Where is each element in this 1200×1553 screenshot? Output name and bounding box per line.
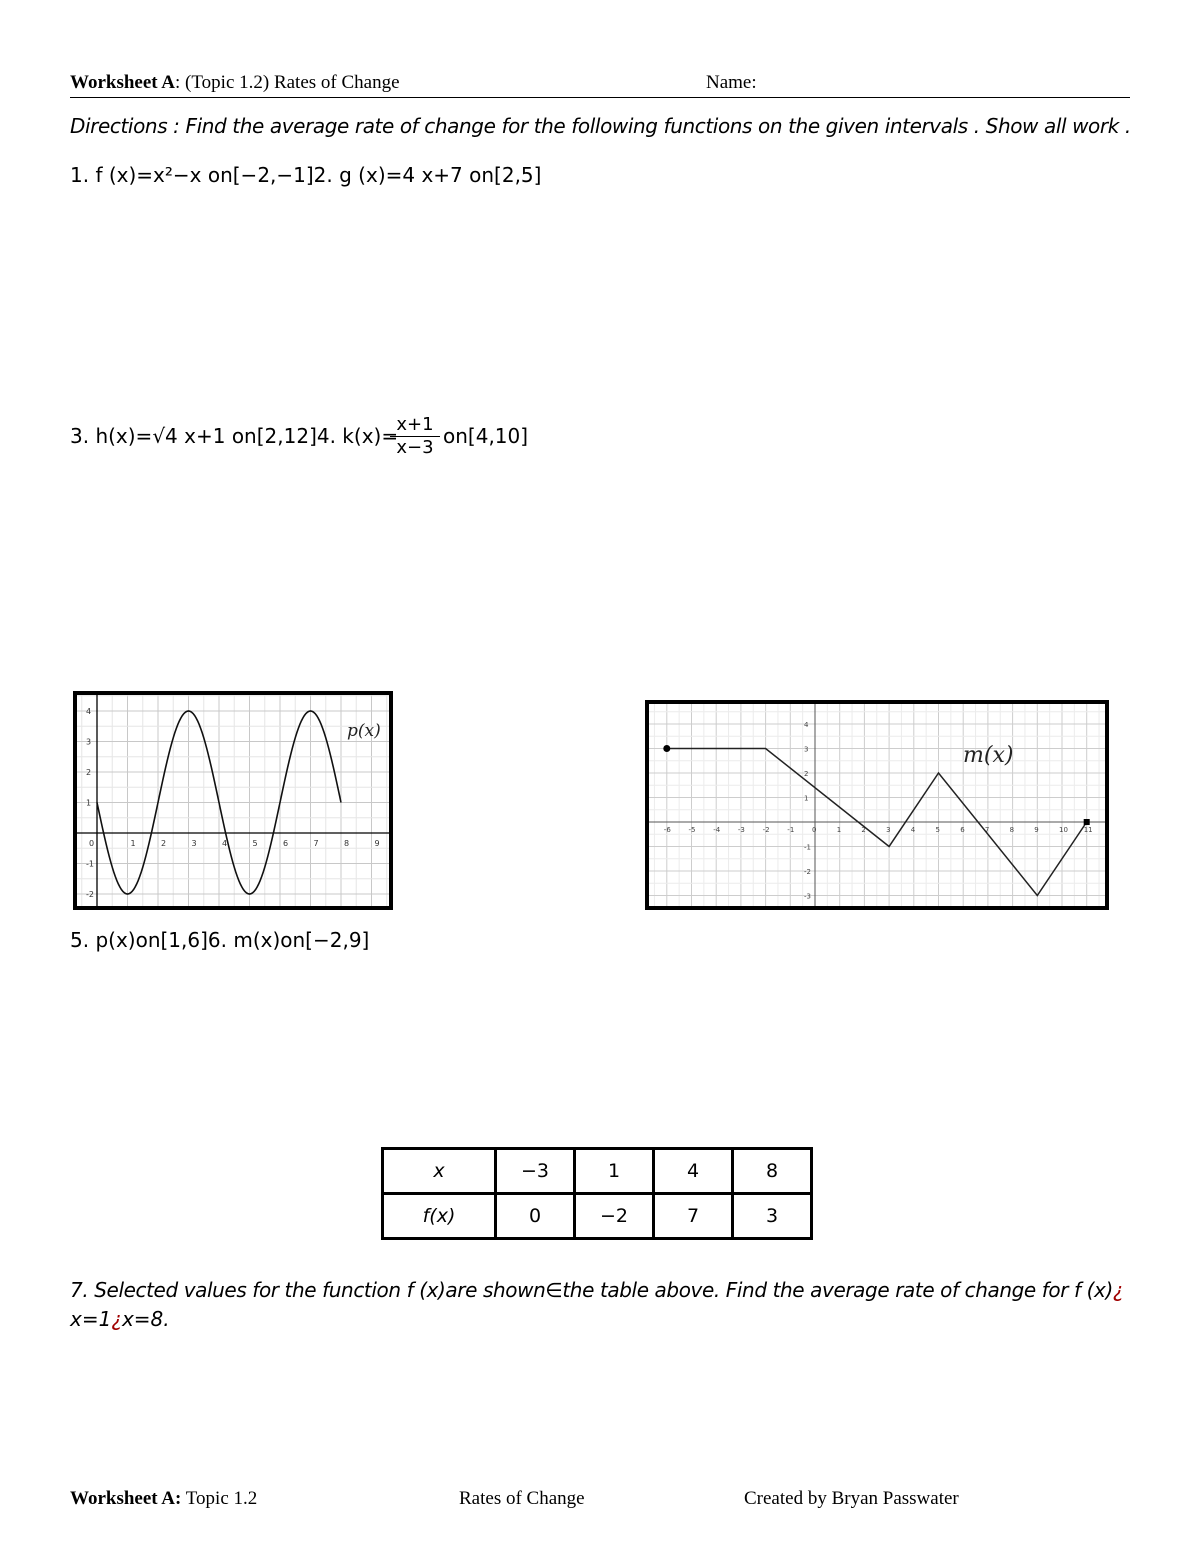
footer-right: Created by Bryan Passwater [744, 1488, 959, 1509]
problem-7-text: 7. Selected values for the function f (x)are shown∈the table above. Find the average rate of change for f (x) [70, 1278, 1113, 1302]
table-cell: 0 [496, 1194, 575, 1239]
footer-bold: Worksheet A: [70, 1488, 182, 1509]
x-tick-label: 5 [935, 826, 940, 834]
problem-5-6: 5. p(x)on[1,6]6. m(x)on[−2,9] [70, 928, 370, 952]
x-tick-label: 0 [89, 839, 95, 848]
x-tick-label: 8 [344, 839, 350, 848]
x-tick-label: -2 [762, 826, 770, 834]
problem-7-x2: x=8. [121, 1307, 170, 1331]
x-tick-label: 0 [812, 826, 817, 834]
table-cell: 3 [733, 1194, 812, 1239]
problem-3-text: 3. h(x)=√4 x+1 on[2,12]4. k(x)= [70, 424, 399, 448]
footer-topic: Topic 1.2 [181, 1488, 258, 1509]
problem-7-x1: x=1 [70, 1307, 112, 1331]
endpoint-left [663, 745, 670, 752]
table-cell: x [383, 1149, 496, 1194]
x-tick-label: 11 [1083, 826, 1093, 834]
graph-m-box [645, 700, 1109, 910]
table-cell: 8 [733, 1149, 812, 1194]
header-rule [70, 97, 1130, 98]
footer-left [70, 1488, 257, 1510]
y-tick-label: 4 [804, 721, 809, 729]
x-tick-label: 1 [130, 839, 136, 848]
y-tick-label: 3 [804, 745, 809, 754]
worksheet-title-bold: Worksheet A [70, 72, 176, 93]
graph-m-svg [649, 704, 1105, 906]
x-tick-label: -6 [663, 826, 671, 834]
problem-7-line-2 [70, 1307, 170, 1331]
y-tick-label: 1 [804, 794, 809, 803]
x-tick-label: 3 [886, 826, 891, 834]
table-cell: 7 [654, 1194, 733, 1239]
x-tick-label: -4 [713, 826, 721, 834]
x-tick-label: 9 [1034, 826, 1039, 834]
unknown-glyph: ¿ [1112, 1278, 1124, 1302]
x-tick-label: -5 [688, 826, 696, 834]
x-tick-label: 4 [222, 839, 228, 848]
y-tick-label: 2 [804, 770, 809, 778]
table-cell: −2 [575, 1194, 654, 1239]
values-table [381, 1147, 813, 1240]
problem-4-fraction [390, 414, 440, 459]
problem-7-line-1 [70, 1278, 1123, 1302]
x-tick-label: 5 [252, 839, 258, 848]
fraction-denominator: x−3 [396, 437, 434, 458]
graph-m-label: m(x) [963, 743, 1014, 768]
x-tick-label: 10 [1059, 826, 1068, 834]
x-tick-label: 2 [161, 839, 167, 848]
problem-4-interval: on[4,10] [443, 424, 529, 448]
y-tick-label: 3 [86, 737, 92, 747]
fraction-numerator: x+1 [390, 414, 440, 437]
x-tick-label: 7 [984, 826, 990, 834]
graph-p-label: p(x) [347, 721, 381, 741]
name-label: Name: [706, 72, 757, 93]
x-tick-label: 7 [313, 839, 319, 848]
graph-p-svg [77, 695, 389, 906]
worksheet-title [70, 72, 400, 94]
directions-text: Directions : Find the average rate of change for the following functions on the given intervals . Show all work . [70, 114, 1131, 138]
endpoint-right [1084, 819, 1090, 825]
table-cell: 1 [575, 1149, 654, 1194]
x-tick-label: 9 [374, 839, 380, 848]
y-tick-label: 1 [86, 798, 92, 808]
y-tick-label: -3 [804, 892, 811, 901]
x-tick-label: 6 [960, 826, 965, 834]
graph-p-box [73, 691, 393, 910]
table-cell: 4 [654, 1149, 733, 1194]
y-tick-label: -2 [804, 868, 811, 876]
problem-1-2: 1. f (x)=x²−x on[−2,−1]2. g (x)=4 x+7 on[2,5] [70, 163, 542, 187]
table-cell: −3 [496, 1149, 575, 1194]
x-tick-label: 1 [836, 826, 842, 834]
x-tick-label: 3 [191, 839, 197, 848]
footer-middle: Rates of Change [459, 1488, 585, 1509]
x-tick-label: 2 [861, 826, 866, 834]
worksheet-title-topic: : (Topic 1.2) Rates of Change [175, 72, 400, 93]
y-tick-label: 4 [86, 707, 92, 716]
x-tick-label: -3 [737, 826, 745, 834]
y-tick-label: -1 [804, 843, 811, 852]
x-tick-label: 8 [1009, 826, 1015, 834]
problem-3-4 [70, 424, 398, 448]
x-tick-label: -1 [787, 826, 795, 834]
table-cell: f(x) [383, 1194, 496, 1239]
x-tick-label: 6 [283, 839, 289, 848]
unknown-glyph: ¿ [111, 1307, 122, 1331]
y-tick-label: -1 [86, 859, 94, 869]
y-tick-label: 2 [86, 768, 92, 777]
table-row [383, 1149, 812, 1194]
x-tick-label: 4 [910, 826, 916, 834]
y-tick-label: -2 [86, 890, 94, 899]
table-row [383, 1194, 812, 1239]
